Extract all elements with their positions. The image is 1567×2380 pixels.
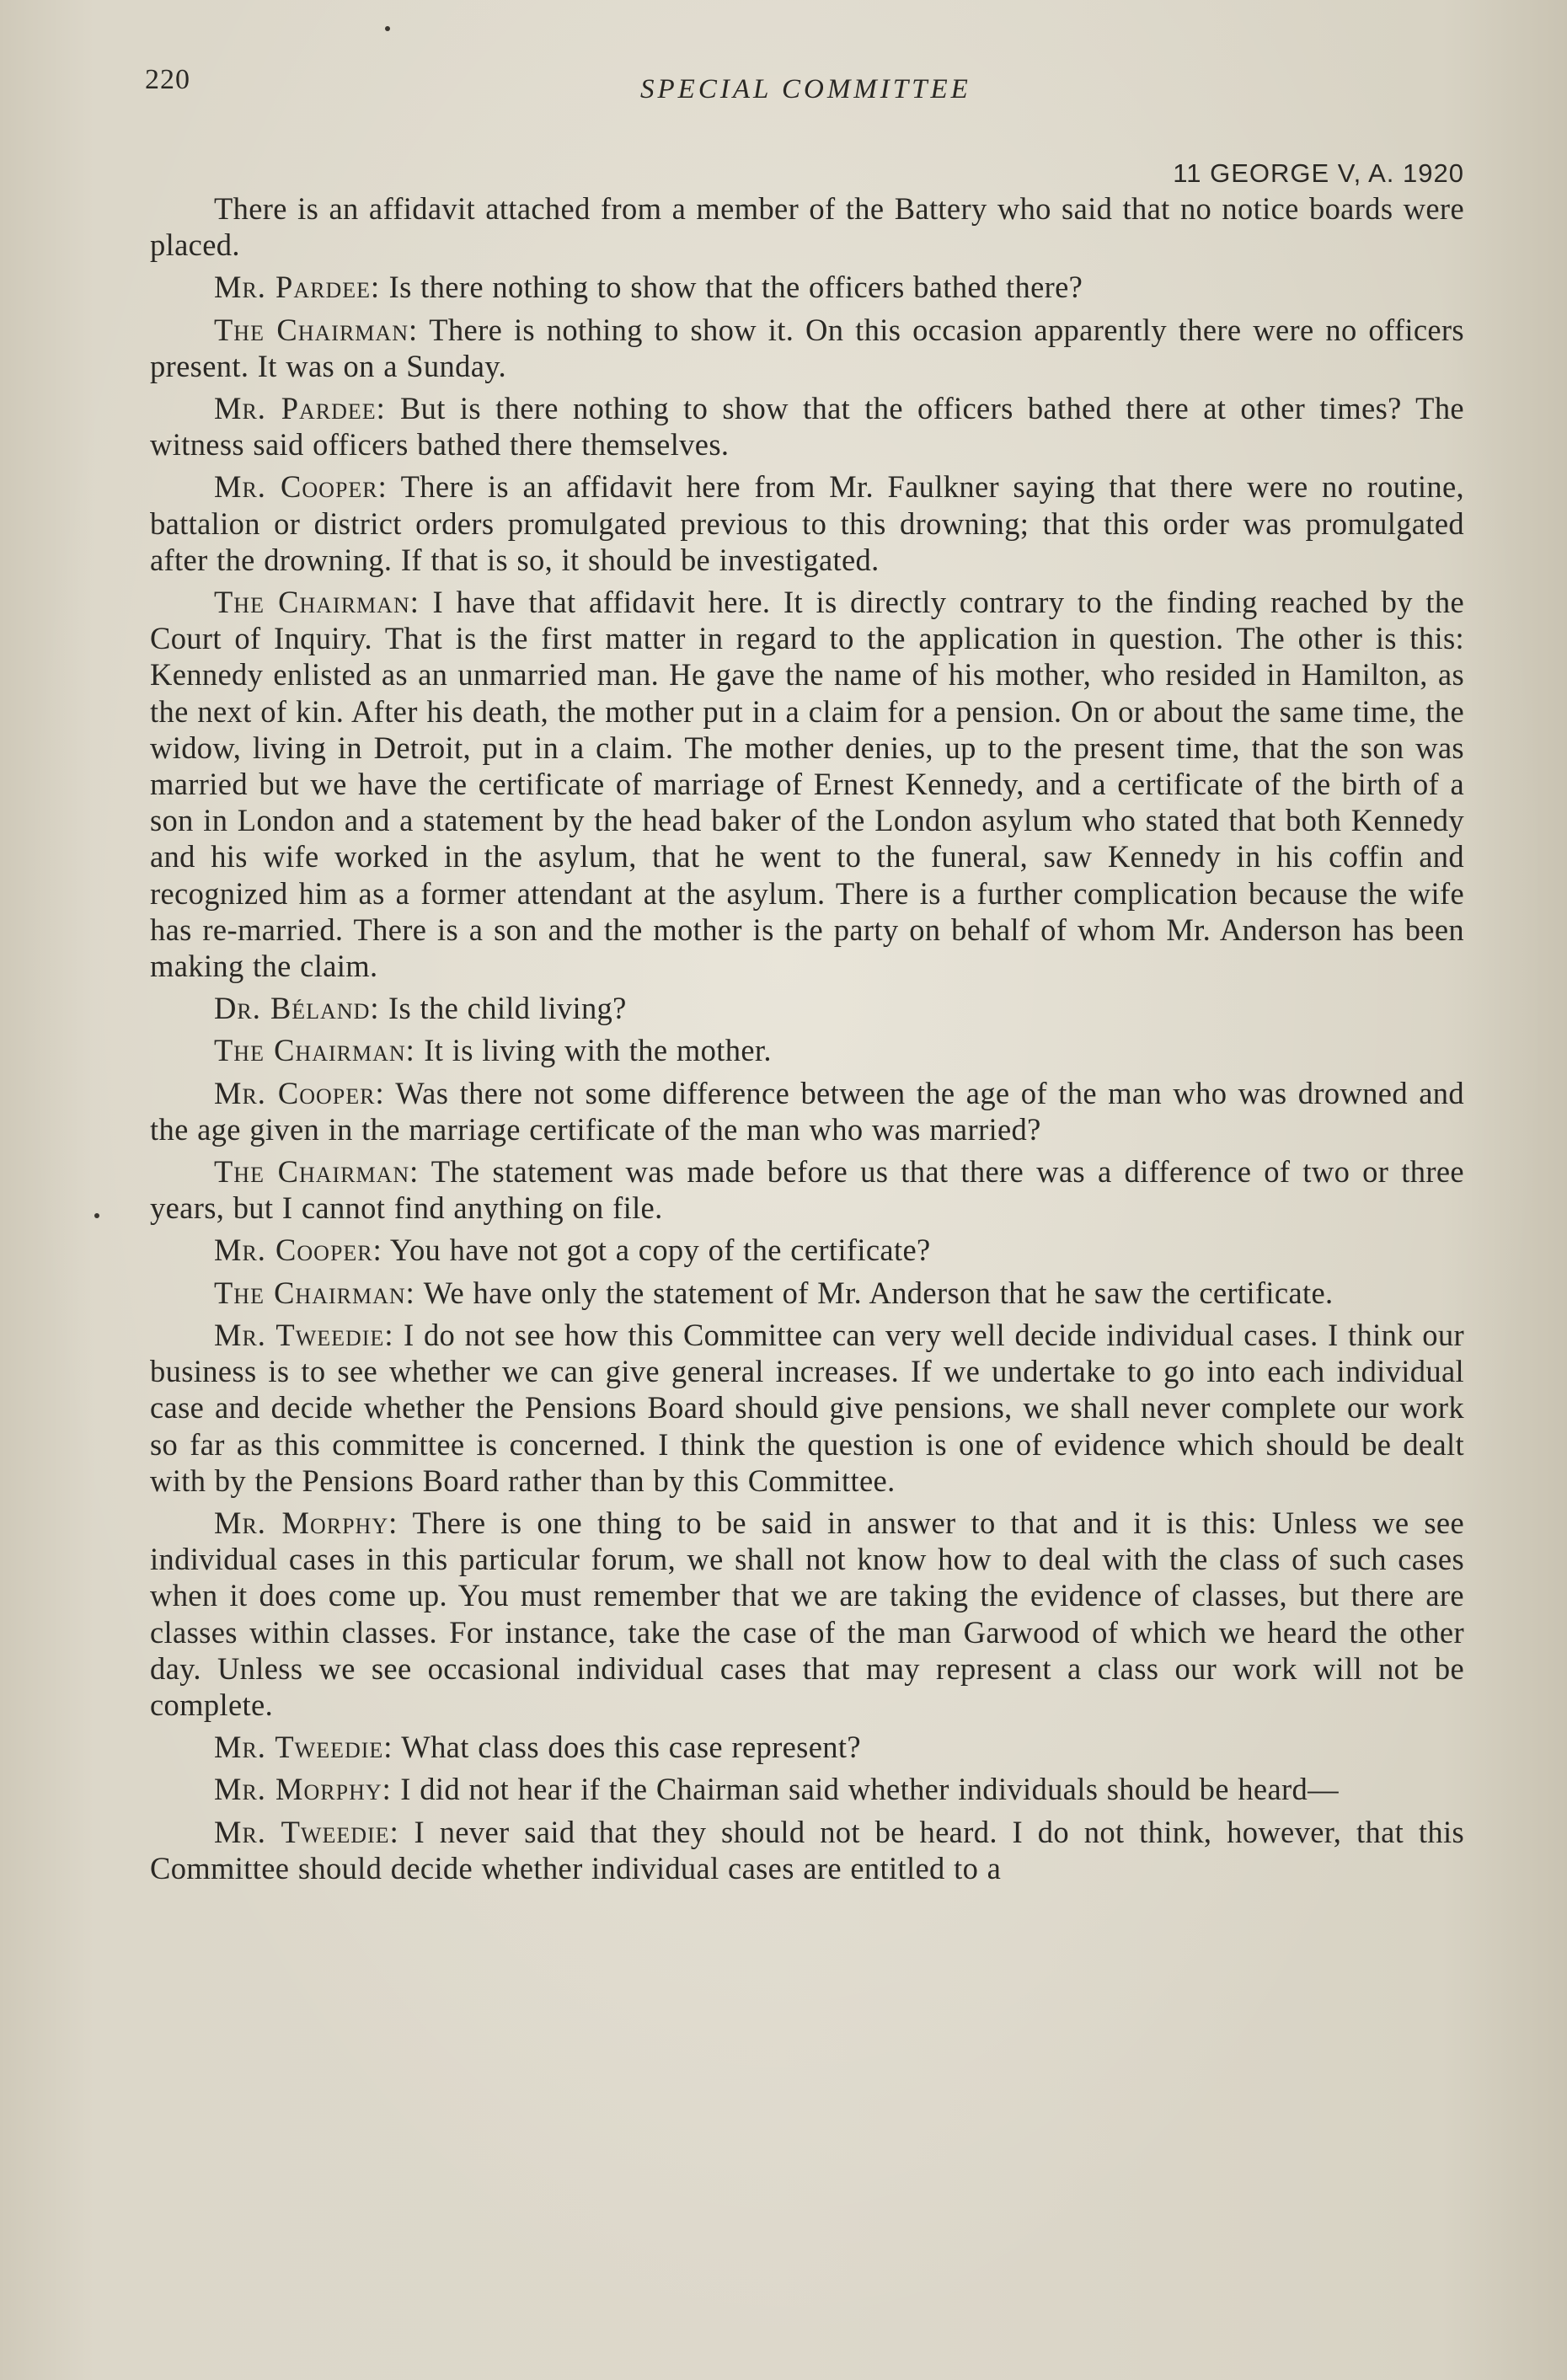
paragraph [150,1153,1464,1226]
stray-mark [94,1213,99,1218]
paragraph [150,1729,1464,1765]
paragraph [150,1814,1464,1886]
speaker-name: The Chairman: [214,312,419,347]
paragraph [150,584,1464,984]
paragraph [150,1075,1464,1147]
running-title: SPECIAL COMMITTEE [640,74,971,104]
paragraph [150,1771,1464,1807]
paragraph [150,1275,1464,1311]
speech-text: I never said that they should not be heard. I do not think, however, that this Committee should decide whether individual cases are entitled to a [150,1814,1465,1885]
transcript-body [150,190,1464,1892]
paragraph [150,1032,1464,1068]
speaker-name: Mr. Tweedie: [214,1317,394,1352]
speech-text: I did not hear if the Chairman said whether individuals should be heard— [400,1772,1339,1807]
paragraph [150,269,1464,305]
speaker-name: Mr. Tweedie: [214,1814,399,1849]
speaker-name: Mr. Cooper: [214,469,388,505]
paragraph [150,190,1464,263]
speech-text: You have not got a copy of the certificate? [389,1233,931,1268]
speaker-name: Mr. Cooper: [214,1233,382,1268]
paragraph [150,1317,1464,1499]
paragraph [150,990,1464,1026]
speech-text: I have that affidavit here. It is directly contrary to the finding reached by the Court of Inquiry. That is the first matter in regard to the application in question. The other is this: Kennedy enlisted as an unmarried man. He gave the name of his mother, who resided in Hamilton, as the next of kin. After his death, the mother put in a claim for a pension. On or about the same time, the widow, living in Detroit, put in a claim. The mother denies, up to the present time, that the son was married but we have the certificate of marriage of Ernest Kennedy, and a certificate of the birth of a son in London and a statement by the head baker of the London asylum who stated that both Kennedy and his wife worked in the asylum, that he went to the funeral, saw Kennedy in his coffin and recognized him as a former attendant at the asylum. There is a further complication because the wife has re-married. There is a son and the mother is the party on behalf of whom Mr. Anderson has been making the claim. [150,585,1464,984]
speech-text: There is an affidavit here from Mr. Faulkner saying that there were no routine, battalion or district orders promulgated previous to this drowning; that this order was promulgated after the drowning. If that is so, it should be investigated. [150,469,1464,577]
speaker-name: The Chairman: [214,1033,415,1068]
stray-mark [385,26,390,31]
paragraph [150,390,1464,463]
speech-text: Is there nothing to show that the officers bathed there? [388,270,1083,305]
speaker-name: Mr. Morphy: [214,1505,398,1540]
speech-text: Was there not some difference between the age of the man who was drowned and the age given in the marriage certificate of the man who was married? [150,1075,1464,1147]
speech-text: There is an affidavit attached from a member of the Battery who said that no notice boards were placed. [150,191,1464,263]
speech-text: Is the child living? [388,991,627,1026]
session-reference: 11 GEORGE V, A. 1920 [1173,158,1464,188]
speech-text: There is nothing to show it. On this occasion apparently there were no officers present. It was on a Sunday. [150,312,1464,383]
speaker-name: Mr. Cooper: [214,1075,385,1110]
speech-text: What class does this case represent? [401,1730,861,1765]
speech-text: We have only the statement of Mr. Anderson that he saw the certificate. [423,1275,1334,1310]
speaker-name: The Chairman: [214,585,420,620]
speaker-name: Mr. Morphy: [214,1772,392,1807]
speaker-name: Mr. Tweedie: [214,1730,393,1765]
paragraph [150,468,1464,578]
speech-text: There is one thing to be said in answer to that and it is this: Unless we see individual cases in this particular forum, we shall not know how to deal with the class of such cases when it does come up. You must remember that we are taking the evidence of classes, but there are classes within classes. For instance, take the case of the man Garwood of which we heard the other day. Unless we see occasional individual cases that may represent a class our work will not be complete. [150,1505,1464,1722]
page-number: 220 [145,64,190,95]
speech-text: The statement was made before us that there was a difference of two or three years, but I cannot find anything on file. [150,1154,1464,1226]
speaker-name: Dr. Béland: [214,991,380,1026]
speech-text: It is living with the mother. [424,1033,772,1068]
paragraph [150,1505,1464,1723]
speech-text: But is there nothing to show that the officers bathed there at other times? The witness said officers bathed there themselves. [150,391,1464,463]
speaker-name: Mr. Pardee: [214,391,386,426]
speech-text: I do not see how this Committee can very well decide individual cases. I think our business is to see whether we can give general increases. If we undertake to go into each individual case and decide whether the Pensions Board should give pensions, we shall never complete our work so far as this committee is concerned. I think the question is one of evidence which should be dealt with by the Pensions Board rather than by this Committee. [150,1317,1464,1498]
speaker-name: The Chairman: [214,1154,420,1190]
speaker-name: Mr. Pardee: [214,270,381,305]
paragraph [150,1232,1464,1268]
speaker-name: The Chairman: [214,1275,415,1310]
paragraph [150,312,1464,384]
